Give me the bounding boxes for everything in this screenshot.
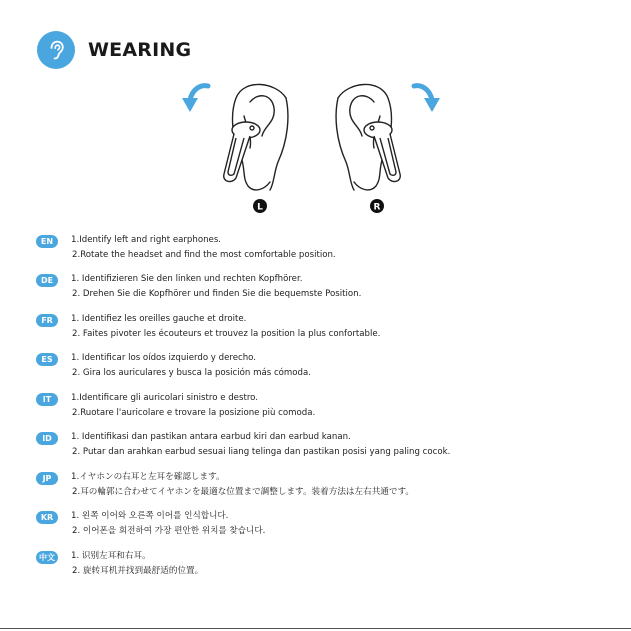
instruction-line: 2.Rotate the headset and find the most comfortable position. (72, 249, 336, 260)
instruction-line: 2. Faites pivoter les écouteurs et trouvez la position la plus confortable. (72, 328, 381, 339)
instruction-line: 1. 识别左耳和右耳。 (71, 551, 151, 561)
lang-badge-en: EN (36, 235, 58, 248)
instruction-row-de (36, 272, 361, 301)
instruction-line: 2. Drehen Sie die Kopfhörer und finden Sie die bequemste Position. (72, 288, 362, 299)
instruction-line: 2. 旋转耳机并找到最舒适的位置。 (72, 565, 204, 576)
instruction-line: 1. 왼쪽 이어와 오른쪽 이어를 인식합니다. (71, 511, 229, 521)
instruction-row-en (36, 233, 336, 262)
right-earbud-drawing (364, 122, 400, 181)
lang-badge-fr: FR (36, 314, 58, 327)
instruction-row-es (36, 351, 311, 380)
instruction-row-zh (36, 549, 203, 578)
right-marker-label: R (373, 202, 381, 213)
ear-icon (37, 31, 75, 69)
page-title: WEARING (88, 39, 192, 61)
lang-badge-kr: KR (36, 511, 58, 524)
instruction-line: 1. Identifiez les oreilles gauche et droite. (71, 314, 247, 324)
instruction-line: 2. Gira los auriculares y busca la posición más cómoda. (72, 367, 312, 378)
instruction-row-fr (36, 312, 380, 341)
instruction-row-kr (36, 509, 265, 538)
left-marker (253, 199, 267, 213)
left-marker-label: L (257, 202, 263, 213)
lang-badge-it: IT (36, 393, 58, 406)
instruction-row-it (36, 391, 315, 420)
instruction-line: 1.イヤホンの右耳と左耳を確認します。 (71, 472, 225, 482)
right-marker (370, 199, 384, 213)
bottom-divider (0, 628, 631, 629)
header (37, 30, 191, 70)
rotate-arrow-left-icon (182, 86, 208, 112)
lang-badge-zh: 中文 (36, 551, 58, 564)
rotate-arrow-right-icon (414, 86, 440, 112)
left-earbud-drawing (224, 122, 260, 181)
lang-badge-id: ID (36, 432, 58, 445)
instruction-line: 2. 이어폰을 회전하여 가장 편안한 위치를 찾습니다. (72, 525, 266, 536)
lang-badge-es: ES (36, 353, 58, 366)
instruction-line: 2. Putar dan arahkan earbud sesuai liang telinga dan pastikan posisi yang paling cocok. (72, 446, 451, 457)
instruction-row-jp (36, 470, 414, 499)
instruction-line: 1.Identify left and right earphones. (71, 235, 222, 245)
instruction-line: 1.Identificare gli auricolari sinistro e destro. (71, 393, 259, 403)
lang-badge-jp: JP (36, 472, 58, 485)
wearing-illustration (178, 76, 446, 216)
instruction-line: 1. Identifizieren Sie den linken und rechten Kopfhörer. (71, 274, 303, 284)
instruction-row-id (36, 430, 450, 459)
instruction-line: 1. Identificar los oídos izquierdo y derecho. (71, 353, 257, 363)
instruction-line: 2.Ruotare l'auricolare e trovare la posizione più comoda. (72, 407, 316, 418)
instruction-line: 2.耳の輪郭に合わせてイヤホンを最適な位置まで調整します。装着方法は左右共通です。 (72, 486, 414, 497)
lang-badge-de: DE (36, 274, 58, 287)
instruction-line: 1. Identifikasi dan pastikan antara earbud kiri dan earbud kanan. (71, 432, 351, 442)
